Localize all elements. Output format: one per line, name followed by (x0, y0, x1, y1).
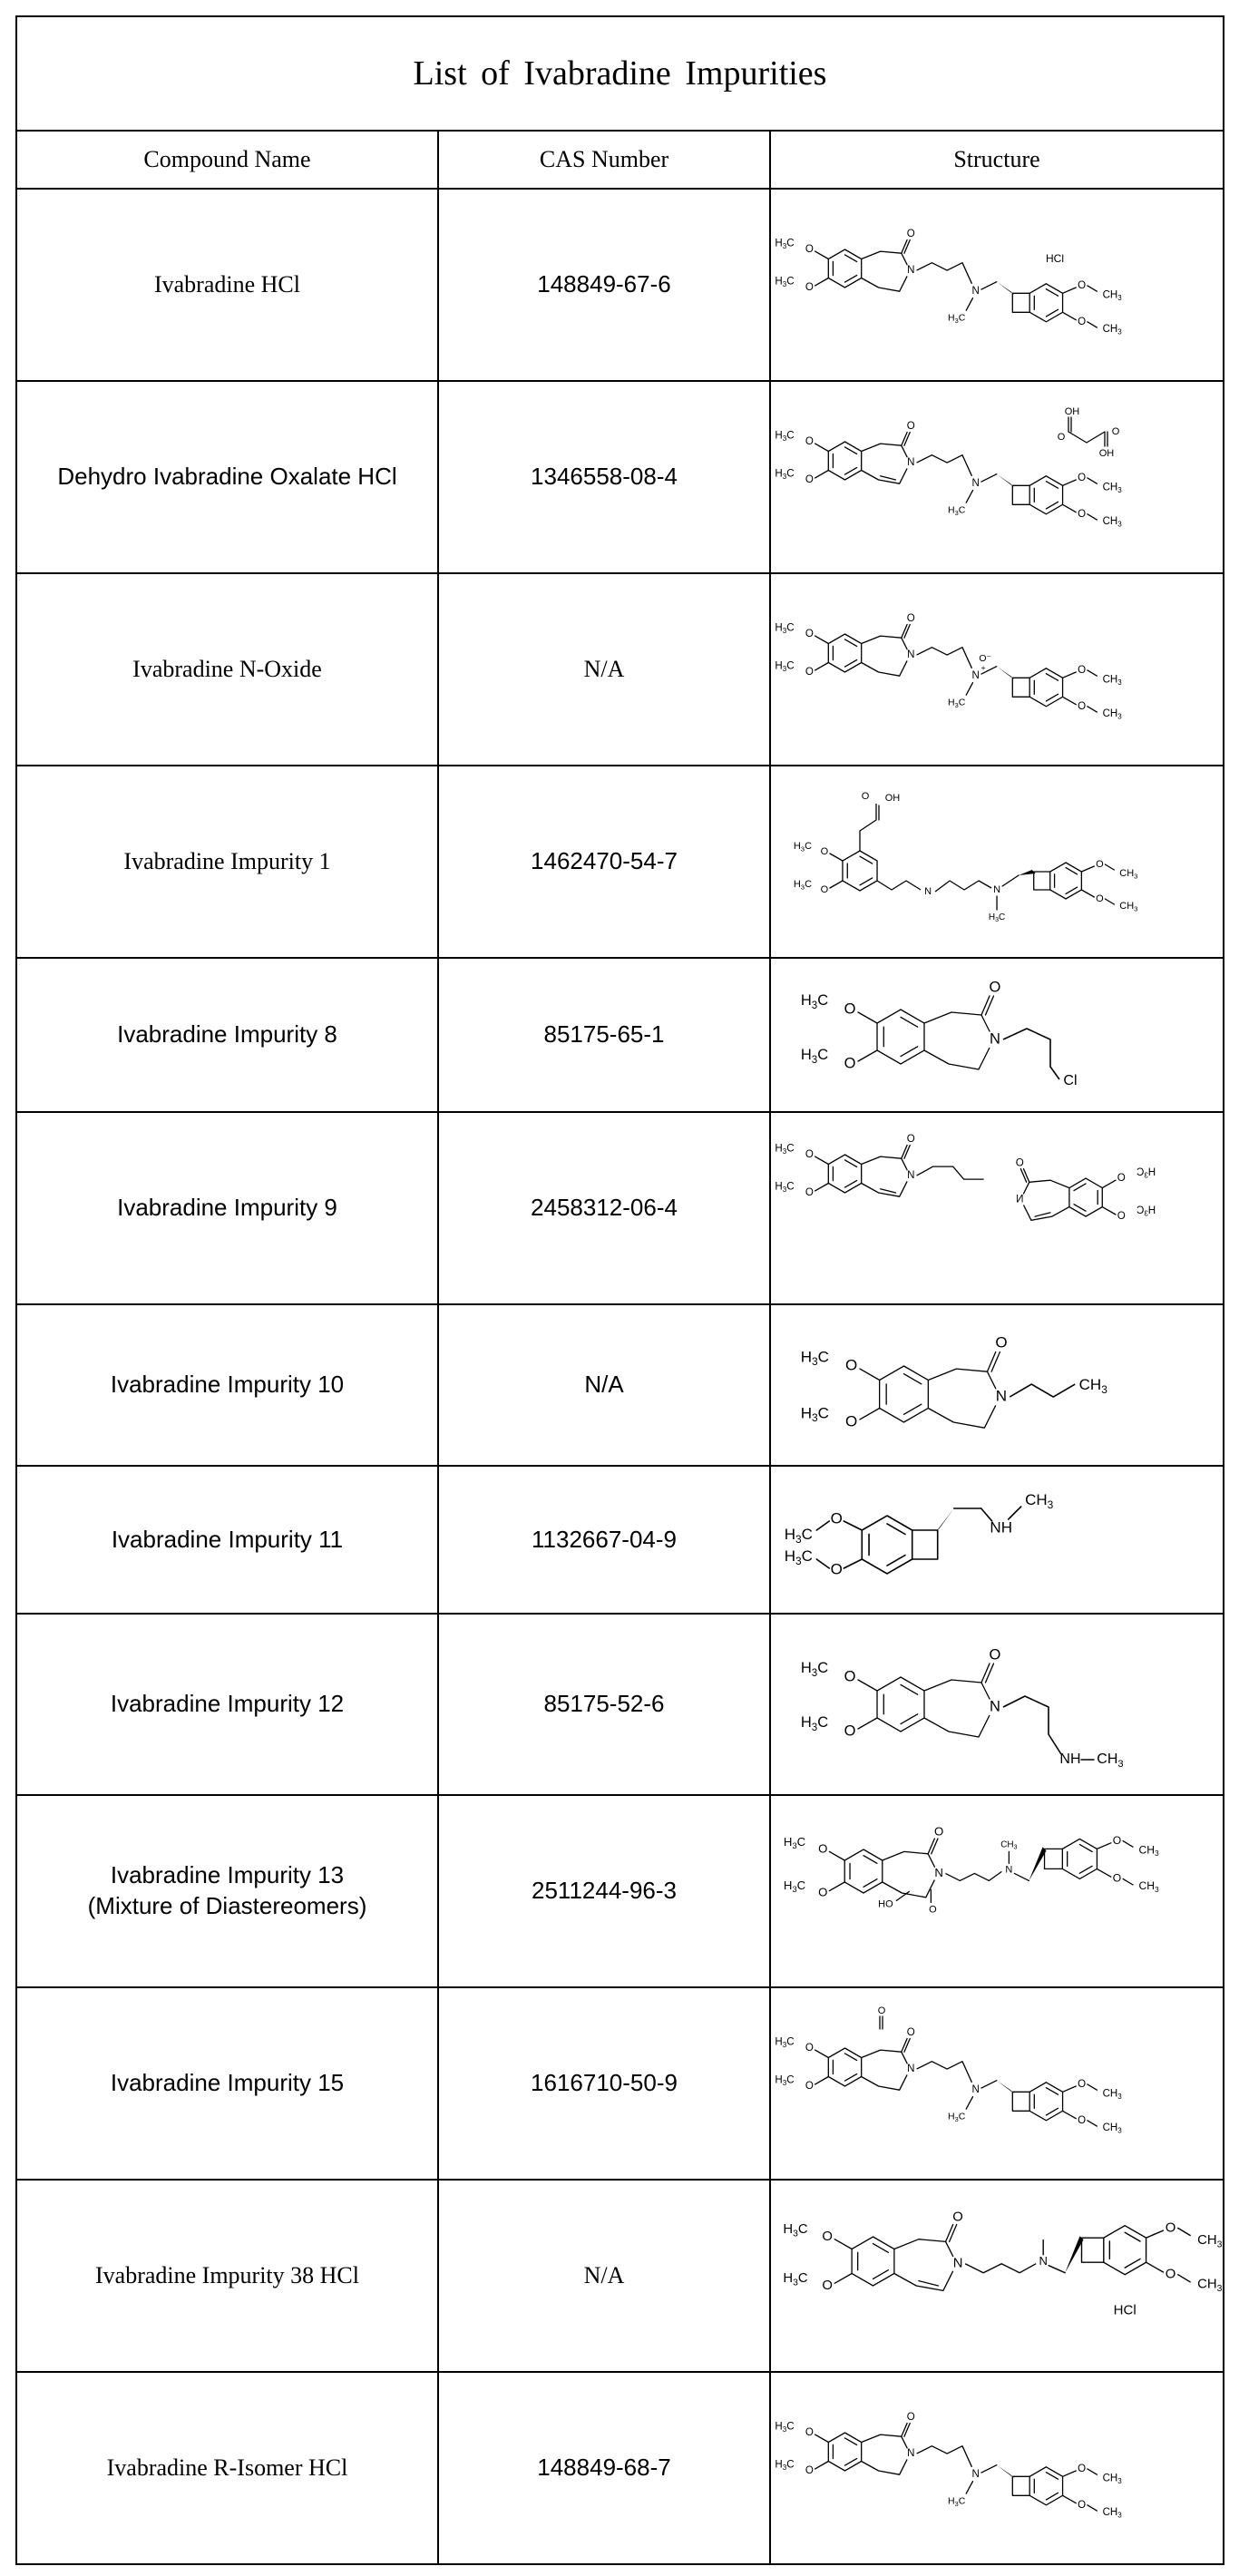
cas-number-cell (438, 1614, 770, 1795)
methyl-label: $H_3C$ (948, 2111, 966, 2123)
cas-number: N/A (583, 2262, 625, 2289)
methyl-label: $H_3C$ (775, 2459, 795, 2473)
table-row (16, 381, 1224, 573)
oxygen-label: O (805, 1187, 814, 1199)
oxygen-label: O (805, 2081, 814, 2093)
oxygen-label: O (1078, 2114, 1087, 2126)
cas-number-cell (438, 958, 770, 1112)
oxygen-label: O (830, 1560, 843, 1578)
cas-number-cell (438, 2372, 770, 2564)
hydroxyl-label: HO (878, 1898, 893, 1910)
methyl-label: $H_3C$ (793, 878, 813, 892)
table-body (16, 189, 1224, 2564)
column-header-cas-number: CAS Number (438, 131, 770, 189)
structure-cell (770, 573, 1224, 766)
compound-name-cell (16, 958, 438, 1112)
amine-nitrogen-label: N (971, 2084, 980, 2096)
methyl-label: $H_3C$ (783, 1878, 806, 1895)
methyl-label: $H_3C$ (775, 276, 795, 289)
structure-cell (770, 766, 1224, 958)
chemical-structure-drawing (771, 1469, 1221, 1611)
cas-number: 1346558-08-4 (531, 463, 678, 491)
compound-name-cell (16, 1795, 438, 1987)
molecule (775, 2412, 1122, 2520)
molecule (801, 979, 1078, 1088)
methyl-label: $CH_3$ (1138, 1843, 1159, 1859)
table-row (16, 1795, 1224, 1987)
chemical-structure-drawing (771, 1115, 1221, 1302)
methyl-label: $H_3C$ (775, 238, 795, 251)
structure-cell (770, 958, 1224, 1112)
methyl-label: $H_3C$ (800, 1047, 829, 1066)
hydroxyl-label: OH (1064, 405, 1080, 417)
chemical-structure-drawing (771, 1616, 1221, 1792)
methyl-label: $H_3C$ (775, 622, 795, 636)
cas-number-cell (438, 381, 770, 573)
methyl-label: $CH_3$ (1078, 1376, 1107, 1397)
compound-name-cell (16, 1466, 438, 1614)
oxygen-label: O (1117, 1211, 1126, 1223)
compound-name: Ivabradine Impurity 9 (117, 1194, 337, 1222)
cas-number: 1132667-04-9 (532, 1525, 677, 1553)
oxygen-label: O (1078, 2078, 1087, 2090)
oxygen-label: O (1078, 472, 1087, 483)
table-row (16, 1987, 1224, 2180)
salt-label: HCl (1046, 252, 1064, 266)
oxygen-label: O (1117, 1173, 1126, 1185)
methyl-label: $H_3C$ (775, 1143, 795, 1156)
carbonyl-oxygen-label: O (877, 2005, 886, 2016)
cas-number: N/A (583, 656, 625, 683)
carbonyl-oxygen-label: O (906, 2027, 915, 2039)
methyl-label: $H_3C$ (784, 1526, 813, 1547)
compound-name: Ivabradine R-Isomer HCl (106, 2454, 348, 2482)
cas-number-cell (438, 1112, 770, 1304)
methyl-label: $CH_3$ (1119, 900, 1138, 913)
amine-nitrogen-label: N (993, 883, 1001, 895)
oxygen-label: O (820, 883, 829, 895)
oxygen-label: O (845, 1356, 858, 1374)
methyl-label: $H_3C$ (775, 468, 795, 482)
methyl-label: $CH_3$ (1102, 2122, 1122, 2135)
cas-number-cell (438, 2180, 770, 2372)
chemical-structure-drawing (771, 2182, 1221, 2369)
cas-number: 1462470-54-7 (531, 847, 678, 875)
compound-name: Dehydro Ivabradine Oxalate HCl (57, 463, 397, 491)
nitrogen-label: N (907, 457, 915, 469)
structure-cell (770, 1304, 1224, 1466)
hydroxyl-label: OH (884, 792, 901, 804)
table-row (16, 189, 1224, 381)
methyl-label: $CH_3$ (1197, 2277, 1223, 2294)
chemical-structure-drawing (771, 961, 1221, 1109)
amine-label: NH (990, 1518, 1012, 1537)
oxygen-label: O (1096, 858, 1104, 870)
oxygen-label: O (1165, 2220, 1176, 2236)
cas-number-cell (438, 1466, 770, 1614)
compound-name-cell (16, 381, 438, 573)
amine-nitrogen-label: N (1039, 2254, 1048, 2269)
oxygen-label: O (805, 2043, 814, 2054)
compound-name-cell (16, 1304, 438, 1466)
methyl-label: $CH_3$ (1097, 1751, 1124, 1770)
oxygen-label: O (830, 1509, 843, 1527)
amine-nitrogen-label: N (971, 478, 980, 490)
methyl-label: $H_3C$ (775, 430, 795, 444)
oxygen-label: O (822, 2229, 833, 2244)
nitrogen-label: N (907, 1170, 915, 1182)
cas-number: 85175-65-1 (543, 1020, 665, 1049)
molecule (785, 1491, 1054, 1577)
salt-label: HCl (1113, 2302, 1137, 2318)
carbonyl-oxygen-label: O (906, 1134, 915, 1146)
molecule (775, 613, 1122, 721)
cas-number: N/A (584, 1371, 624, 1399)
methyl-label: $H_3C$ (948, 2495, 966, 2508)
molecule (801, 1646, 1124, 1769)
cas-number-cell (438, 573, 770, 766)
cas-number: 148849-68-7 (537, 2454, 671, 2482)
chemical-structure-drawing (771, 384, 1221, 571)
molecule (775, 1134, 1156, 1222)
carbonyl-oxygen-label: O (906, 229, 915, 240)
methyl-label: $CH_3$ (1197, 2232, 1223, 2250)
oxygen-label: O (1112, 1833, 1122, 1847)
methyl-label: $CH_3$ (1102, 516, 1122, 529)
compound-name: Ivabradine Impurity 8 (117, 1020, 337, 1049)
methyl-label: $H_3C$ (800, 1714, 829, 1733)
chemical-structure-drawing (771, 576, 1221, 763)
methyl-label: $CH_3$ (1119, 867, 1138, 881)
molecule (775, 2005, 1122, 2135)
oxygen-label: O (805, 2427, 814, 2439)
nitrogen-label: N (907, 2448, 915, 2460)
oxygen-label: O (1078, 316, 1087, 327)
chemical-structure-drawing (771, 191, 1221, 378)
nitrogen-label: N (907, 265, 915, 277)
oxygen-label: O (844, 1668, 856, 1685)
molecule (794, 791, 1138, 923)
compound-name-cell (16, 2372, 438, 2564)
nitrogen-label: N (990, 1698, 1000, 1715)
table-title: List of Ivabradine Impurities (16, 16, 1224, 131)
oxygen-label: O (929, 1904, 937, 1916)
structure-cell (770, 189, 1224, 381)
oxygen-label: O (1078, 2463, 1087, 2474)
impurities-table (15, 15, 1224, 2565)
methyl-label: $CH_3$ (1102, 324, 1122, 337)
methyl-label: $H_3C$ (783, 2270, 808, 2288)
compound-name: Ivabradine HCl (153, 271, 300, 298)
oxygen-label: O (1078, 279, 1087, 291)
compound-name: Ivabradine Impurity 12 (110, 1690, 345, 1718)
compound-name: Ivabradine Impurity 38 HCl (95, 2262, 359, 2289)
oxygen-label: O (1112, 1871, 1122, 1885)
chemical-structure-drawing (771, 2375, 1221, 2561)
carbonyl-oxygen-label: O (952, 2210, 963, 2225)
oxygen-label: O (1057, 431, 1066, 443)
oxygen-label: O (805, 436, 814, 448)
compound-name-cell (16, 1614, 438, 1795)
amine-nitrogen-label: N (971, 670, 980, 682)
methyl-label: $H_3C$ (783, 1835, 806, 1851)
oxygen-label: O (805, 244, 814, 256)
oxygen-label: O (844, 1000, 856, 1018)
compound-name: (Mixture of Diastereomers) (87, 1892, 367, 1919)
carbonyl-oxygen-label: O (1015, 1157, 1024, 1169)
oxide-oxygen-label: O⁻ (979, 653, 992, 665)
methyl-label: $CH_3$ (1138, 1879, 1159, 1895)
compound-name: Ivabradine N-Oxide (132, 656, 322, 683)
hydroxyl-label: OH (1098, 447, 1115, 459)
cas-number: 2511244-96-3 (532, 1877, 677, 1905)
structure-cell (770, 1987, 1224, 2180)
methyl-label: $H_3C$ (784, 1547, 813, 1568)
oxygen-label: O (805, 282, 814, 294)
structure-cell (770, 2372, 1224, 2564)
oxygen-label: O (820, 845, 829, 857)
cas-number: 85175-52-6 (543, 1690, 665, 1718)
cas-number-cell (438, 189, 770, 381)
methyl-label: $H_3C$ (793, 840, 813, 854)
oxygen-label: O (1078, 2499, 1087, 2511)
molecule (775, 406, 1122, 529)
table-row (16, 1466, 1224, 1614)
oxygen-label: O (805, 667, 814, 678)
methyl-label: $H_3C$ (800, 992, 829, 1011)
compound-name-cell (16, 189, 438, 381)
oxygen-label: O (805, 474, 814, 486)
nitrogen-label: N (907, 649, 915, 661)
methyl-label: $H_3C$ (775, 2074, 795, 2088)
methyl-label: $H_3C$ (800, 1404, 829, 1424)
oxygen-label: O (805, 1149, 814, 1161)
carbonyl-oxygen-label: O (906, 613, 915, 625)
oxygen-label: O (805, 2465, 814, 2477)
methyl-label: $H_3C$ (775, 660, 795, 674)
oxygen-label: O (844, 1055, 856, 1072)
oxygen-label: O (822, 2278, 833, 2293)
nitrogen-label: N (995, 1387, 1008, 1405)
oxygen-label: O (1096, 893, 1104, 904)
oxygen-label: O (1078, 664, 1087, 676)
column-header-compound-name: Compound Name (16, 131, 438, 189)
methyl-label: $CH_3$ (1102, 289, 1122, 303)
structure-cell (770, 1614, 1224, 1795)
cas-number-cell (438, 1795, 770, 1987)
compound-name-cell (16, 766, 438, 958)
cas-number: 1616710-50-9 (531, 2069, 678, 2097)
table-row (16, 958, 1224, 1112)
methyl-label: $H_3C$ (800, 1660, 829, 1679)
compound-name: Ivabradine Impurity 15 (110, 2069, 345, 2097)
chemical-structure-drawing (771, 768, 1221, 955)
table-row (16, 1304, 1224, 1466)
cas-number-cell (438, 1304, 770, 1466)
nitrogen-label: N (1016, 1194, 1024, 1205)
cas-number-cell (438, 766, 770, 958)
methyl-label: $CH_3$ (1102, 674, 1122, 688)
oxygen-label: O (818, 1841, 828, 1856)
compound-name: Ivabradine Impurity 13 (110, 1861, 345, 1889)
oxygen-label: O (1165, 2267, 1176, 2282)
methyl-label: $H_3C$ (1136, 1205, 1156, 1218)
table-row (16, 766, 1224, 958)
oxygen-label: O (818, 1885, 828, 1899)
table-row (16, 2180, 1224, 2372)
structure-cell (770, 1795, 1224, 1987)
table-row (16, 573, 1224, 766)
methyl-label: $CH_3$ (1102, 2507, 1122, 2520)
chemical-structure-drawing (771, 1798, 1221, 1985)
methyl-label: $H_3C$ (948, 697, 966, 709)
oxygen-label: O (1078, 700, 1087, 712)
table-row (16, 1614, 1224, 1795)
chemical-structure-drawing (771, 1307, 1221, 1463)
methyl-label: $H_3C$ (775, 1181, 795, 1195)
oxygen-label: O (861, 790, 870, 802)
methyl-label: $H_3C$ (783, 2221, 808, 2239)
molecule (784, 1824, 1159, 1915)
methyl-label: $H_3C$ (775, 2421, 795, 2435)
methyl-label: $CH_3$ (1000, 1839, 1018, 1851)
carbonyl-oxygen-label: O (934, 1824, 944, 1839)
methyl-label: $H_3C$ (775, 2036, 795, 2050)
structure-cell (770, 381, 1224, 573)
charge-label: + (980, 663, 986, 673)
carbonyl-oxygen-label: O (906, 2412, 915, 2424)
methyl-label: $H_3C$ (988, 912, 1006, 923)
oxygen-label: O (1111, 425, 1120, 437)
oxygen-label: O (805, 629, 814, 640)
methyl-label: $H_3C$ (948, 504, 966, 517)
compound-name-cell (16, 1987, 438, 2180)
table-row (16, 1112, 1224, 1304)
methyl-label: $H_3C$ (1136, 1166, 1156, 1180)
structure-cell (770, 1112, 1224, 1304)
amine-nitrogen-label: N (971, 286, 980, 298)
amine-label: NH (1059, 1751, 1081, 1768)
carbonyl-oxygen-label: O (906, 421, 915, 433)
oxygen-label: O (1078, 508, 1087, 520)
methyl-label: $CH_3$ (1102, 2473, 1122, 2486)
carbonyl-oxygen-label: O (989, 979, 1001, 996)
column-header-structure: Structure (770, 131, 1224, 189)
methyl-label: $H_3C$ (800, 1348, 829, 1368)
cas-number: 148849-67-6 (537, 270, 671, 298)
compound-name: Ivabradine Impurity 11 (111, 1525, 344, 1553)
amine-nitrogen-label: N (1005, 1864, 1013, 1876)
chloro-label: Cl (1063, 1073, 1078, 1089)
methyl-label: $CH_3$ (1102, 708, 1122, 721)
molecule (801, 1334, 1107, 1430)
cas-number: 2458312-06-4 (531, 1194, 678, 1222)
compound-name-cell (16, 573, 438, 766)
molecule (783, 2210, 1222, 2317)
methyl-label: $CH_3$ (1102, 482, 1122, 495)
compound-name-cell (16, 1112, 438, 1304)
oxygen-label: O (845, 1412, 858, 1430)
structure-cell (770, 1466, 1224, 1614)
chemical-structure-drawing (771, 1990, 1221, 2177)
nitrogen-label: N (924, 885, 932, 897)
structure-cell (770, 2180, 1224, 2372)
cas-number-cell (438, 1987, 770, 2180)
methyl-label: $H_3C$ (948, 312, 966, 325)
nitrogen-label: N (952, 2256, 963, 2271)
nitrogen-label: N (907, 2064, 915, 2075)
compound-name: Ivabradine Impurity 10 (110, 1371, 345, 1399)
nitrogen-label: N (990, 1030, 1000, 1048)
carbonyl-oxygen-label: O (995, 1333, 1008, 1351)
oxygen-label: O (844, 1722, 856, 1740)
compound-name: Ivabradine Impurity 1 (123, 848, 331, 875)
methyl-label: $CH_3$ (1102, 2088, 1122, 2102)
nitrogen-label: N (934, 1865, 943, 1879)
molecule (775, 229, 1122, 337)
table-row (16, 2372, 1224, 2564)
amine-nitrogen-label: N (971, 2469, 980, 2481)
compound-name-cell (16, 2180, 438, 2372)
methyl-label: $CH_3$ (1025, 1491, 1054, 1512)
carbonyl-oxygen-label: O (989, 1646, 1001, 1664)
